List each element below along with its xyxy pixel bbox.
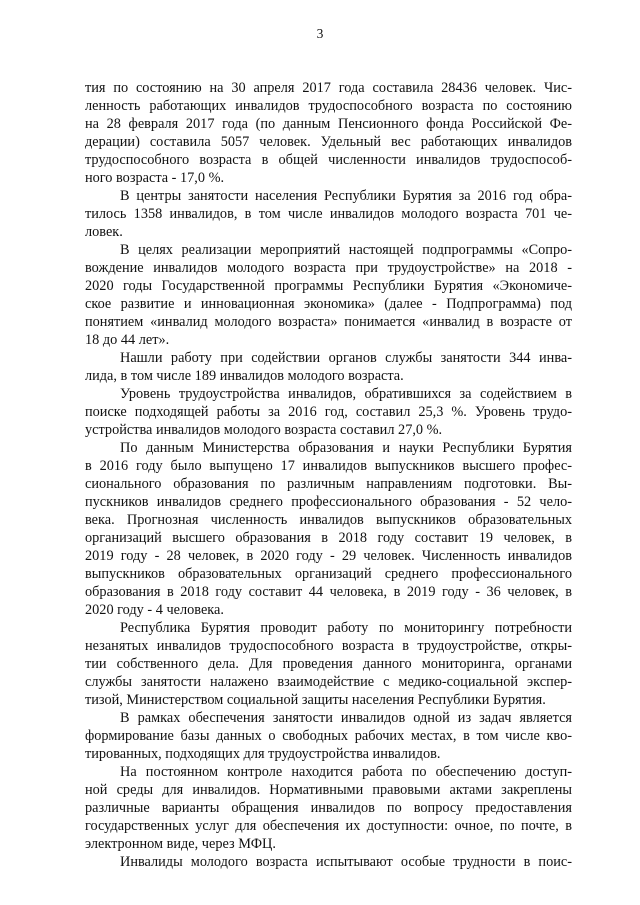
paragraph-line: различные варианты обращения инвалидов по вопросу предоставления <box>85 800 572 816</box>
paragraph <box>85 709 572 763</box>
paragraph-line: службы занятости налажено взаимодействие с медико-социальной экспер- <box>85 674 572 690</box>
paragraph-line: Инвалиды молодого возраста испытывают особые трудности в поис- <box>120 854 572 870</box>
paragraph-line: понятием «инвалид молодого возраста» понимается «инвалид в возрасте от <box>85 314 572 330</box>
paragraph-line: незанятых инвалидов трудоспособного возраста в трудоустройстве, откры- <box>85 638 572 654</box>
paragraph-line: пускников инвалидов среднего профессионального образования - 52 чело- <box>85 494 572 510</box>
paragraph-line: тии собственного дела. Для проведения данного мониторинга, органами <box>85 656 572 672</box>
paragraph-line: В рамках обеспечения занятости инвалидов одной из задач является <box>120 710 572 726</box>
paragraph-line: организаций высшего образования в 2018 году составит 19 человек, в <box>85 530 572 546</box>
paragraph-line: В целях реализации мероприятий настоящей подпрограммы «Сопро- <box>120 242 572 258</box>
paragraph-line: ленность работающих инвалидов трудоспособного возраста по состоянию <box>85 98 572 114</box>
paragraph-line: тизой, Министерством социальной защиты населения Республики Бурятия. <box>85 692 546 708</box>
paragraph-line: лида, в том числе 189 инвалидов молодого возраста. <box>85 368 404 384</box>
paragraph-line: века. Прогнозная численность инвалидов выпускников образовательных <box>85 512 572 528</box>
paragraph-line: По данным Министерства образования и науки Республики Бурятия <box>120 440 572 456</box>
paragraph-line: электронном виде, через МФЦ. <box>85 836 276 852</box>
paragraph-line: формирование базы данных о свободных рабочих местах, в том числе кво- <box>85 728 572 744</box>
paragraph-line: 2019 году - 28 человек, в 2020 году - 29 человек. Численность инвалидов <box>85 548 572 564</box>
paragraph-line: Уровень трудоустройства инвалидов, обратившихся за содействием в <box>120 386 572 402</box>
paragraph-line: Нашли работу при содействии органов службы занятости 344 инва- <box>120 350 572 366</box>
paragraph-line: ного возраста - 17,0 %. <box>85 170 225 186</box>
paragraph <box>85 349 572 385</box>
paragraph-line: 2020 году - 4 человека. <box>85 602 224 618</box>
paragraph <box>85 439 572 619</box>
paragraph-line: тированных, подходящих для трудоустройства инвалидов. <box>85 746 441 762</box>
paragraph-line: в 2016 году было выпущено 17 инвалидов выпускников высшего профес- <box>85 458 572 474</box>
paragraph-line: тилось 1358 инвалидов, в том числе инвалидов молодого возраста 701 че- <box>85 206 572 222</box>
paragraph <box>85 241 572 349</box>
paragraph-line: В центры занятости населения Республики Бурятия за 2016 год обра- <box>120 188 572 204</box>
paragraph-line: выпускников образовательных организаций среднего профессионального <box>85 566 572 582</box>
paragraph-line: ское развитие и инновационная экономика» (далее - Подпрограмма) под <box>85 296 572 312</box>
paragraph <box>85 619 572 709</box>
paragraph-line: государственных услуг для обеспечения их доступности: очное, по почте, в <box>85 818 572 834</box>
page-number: 3 <box>316 26 324 41</box>
paragraph-line: тия по состоянию на 30 апреля 2017 года составила 28436 человек. Чис- <box>85 80 572 96</box>
paragraph-line: поиске подходящей работы за 2016 год, составил 25,3 %. Уровень трудо- <box>85 404 572 420</box>
paragraph-line: 18 до 44 лет». <box>85 332 170 348</box>
paragraph-line: ной среды для инвалидов. Нормативными правовыми актами закреплены <box>85 782 572 798</box>
body-text <box>85 79 572 871</box>
paragraph-line: сионального образования по различным направлениям подготовки. Вы- <box>85 476 572 492</box>
paragraph <box>85 853 572 871</box>
paragraph-line: трудоспособного возраста в общей численности инвалидов трудоспособ- <box>85 152 572 168</box>
paragraph-line: На постоянном контроле находится работа по обеспечению доступ- <box>120 764 572 780</box>
paragraph-line: дерации) составила 5057 человек. Удельный вес работающих инвалидов <box>85 134 572 150</box>
paragraph-line: вождение инвалидов молодого возраста при трудоустройстве» на 2018 - <box>85 260 572 276</box>
paragraph-line: образования в 2018 году составит 44 человека, в 2019 году - 36 человек, в <box>85 584 572 600</box>
paragraph-line: ловек. <box>85 224 123 240</box>
paragraph <box>85 763 572 853</box>
paragraph-line: 2020 годы Государственной программы Республики Бурятия «Экономиче- <box>85 278 572 294</box>
paragraph <box>85 187 572 241</box>
paragraph <box>85 79 572 187</box>
paragraph-line: на 28 февраля 2017 года (по данным Пенсионного фонда Российской Фе- <box>85 116 572 132</box>
paragraph-line: Республика Бурятия проводит работу по мониторингу потребности <box>120 620 572 636</box>
paragraph-line: устройства инвалидов молодого возраста составил 27,0 %. <box>85 422 443 438</box>
paragraph <box>85 385 572 439</box>
